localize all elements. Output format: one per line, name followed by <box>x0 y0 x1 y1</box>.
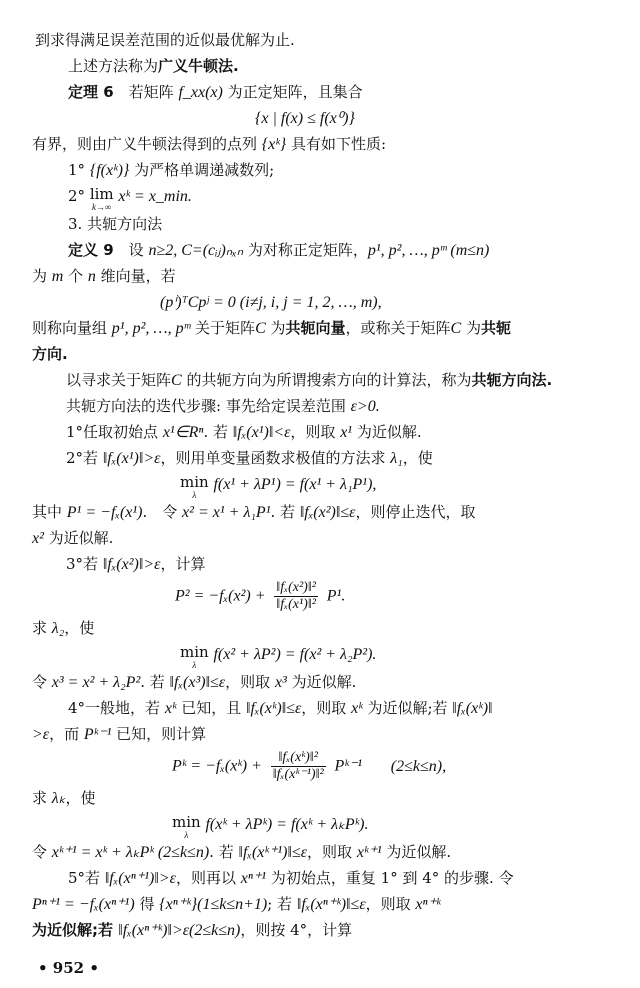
math-expression: p¹, p², …, pᵐ <box>111 320 191 337</box>
bold-term: 定义 9 <box>68 241 114 259</box>
math-expression: Pᵏ⁻¹ <box>83 726 112 743</box>
text-segment: ，则取 <box>365 895 416 913</box>
pk-fraction <box>271 750 326 783</box>
text-segment: ，则取 <box>307 843 357 861</box>
math-expression: x¹ <box>340 424 353 441</box>
text-segment: . 若 <box>140 673 170 691</box>
text-segment: . 若 <box>203 423 233 441</box>
math-expression: ‖fₓ(x²)‖≤ε <box>299 504 356 521</box>
text-segment: ，则用单变量函数求极值的方法求 <box>160 449 391 467</box>
text-line <box>32 724 206 745</box>
min-operator <box>172 814 201 840</box>
text-segment: 具有如下性质: <box>286 135 387 153</box>
math-expression: Pⁿ⁺¹ = −fₓ(xⁿ⁺¹) <box>32 896 135 913</box>
math-expression: ‖fₓ(xᵏ)‖ <box>452 700 493 717</box>
min-subscript: λ <box>192 660 197 670</box>
text-line <box>68 160 274 181</box>
text-line <box>32 894 441 915</box>
formula-pk <box>172 750 446 783</box>
lim-body: xᵏ = x_min. <box>118 188 192 205</box>
text-segment: 为近似解. <box>381 843 452 861</box>
text-segment: ，或称关于矩阵 <box>345 319 451 337</box>
math-expression: x² = x¹ + λ₁P¹ <box>182 504 271 521</box>
math-expression: xᵏ⁺¹ <box>356 844 382 861</box>
math-expression: xᵏ <box>351 700 363 717</box>
text-segment: 以寻求关于矩阵 <box>66 371 172 389</box>
math-expression: n <box>87 268 96 285</box>
text-line <box>32 344 68 364</box>
text-line <box>32 920 352 941</box>
math-expression: p¹, p², …, pᵐ (m≤n) <box>367 242 490 259</box>
bold-term: 为近似解;若 <box>32 921 119 939</box>
math-expression: λ₁ <box>390 450 403 467</box>
bold-term: 共轭向量 <box>285 319 346 337</box>
text-line <box>32 318 511 339</box>
min-label: min <box>180 643 209 661</box>
p2-lhs: P² = −fₓ(x²) + <box>175 587 266 605</box>
text-line <box>68 698 493 719</box>
math-expression: C <box>255 320 266 337</box>
formula-p2 <box>175 580 345 613</box>
pk-denominator: ‖fₓ(xᵏ⁻¹)‖² <box>272 767 324 782</box>
math-expression: C <box>450 320 462 337</box>
text-line <box>66 396 380 417</box>
text-line <box>68 868 514 889</box>
text-segment: 关于矩阵 <box>190 319 256 337</box>
text-segment: ，则再以 <box>175 869 241 887</box>
math-expression: {f(xᵏ)} <box>89 162 130 179</box>
text-segment: 若矩阵 <box>113 83 179 101</box>
math-expression: ‖fₓ(x¹)‖>ε <box>102 450 161 467</box>
text-segment: . 若 <box>209 843 239 861</box>
text-line <box>160 292 382 313</box>
min-label: min <box>172 813 201 831</box>
text-line <box>32 134 386 155</box>
text-segment: 4°一般地，若 <box>68 699 165 717</box>
math-expression: ε>0. <box>350 398 380 415</box>
bold-term: 共轭 <box>481 319 512 337</box>
text-segment: 的共轭方向为所谓搜索方向的计算法，称为 <box>181 371 472 389</box>
text-line <box>66 448 433 469</box>
text-line <box>32 618 94 639</box>
item-marker: 2° <box>68 187 90 205</box>
text-line <box>255 108 355 129</box>
math-expression: ‖fₓ(x¹)‖<ε <box>232 424 291 441</box>
math-expression: ‖fₓ(xⁿ⁺ᵏ)‖>ε(2≤k≤n) <box>118 922 241 939</box>
p2-fraction <box>274 580 318 613</box>
pk-lhs: Pᵏ = −fₓ(xᵏ) + <box>172 757 262 775</box>
text-line <box>32 842 451 863</box>
text-segment: ，使 <box>65 789 96 807</box>
math-expression: x² <box>32 530 44 547</box>
text-segment: 已知，则计算 <box>111 725 207 743</box>
min-subscript: λ <box>192 490 197 500</box>
text-segment: 为近似解;若 <box>362 699 453 717</box>
text-line <box>32 672 356 693</box>
text-segment: 为近似解. <box>286 673 357 691</box>
text-segment: 则称向量组 <box>32 319 112 337</box>
math-expression: ‖fₓ(xᵏ)‖≤ε <box>245 700 302 717</box>
math-expression: x¹∈Rⁿ <box>162 424 204 441</box>
text-segment: 到求得满足误差范围的近似最优解为止. <box>35 31 295 49</box>
text-segment: 为 <box>461 319 481 337</box>
math-expression: ‖fₓ(xⁿ⁺¹)‖>ε <box>104 870 176 887</box>
math-expression: {xⁿ⁺ᵏ}(1≤k≤n+1) <box>159 896 268 913</box>
math-expression: ‖fₓ(xᵏ⁺¹)‖≤ε <box>238 844 308 861</box>
text-line <box>32 502 475 523</box>
text-line <box>68 82 363 103</box>
text-line <box>32 528 113 549</box>
text-segment: 得 <box>134 895 160 913</box>
text-segment: 为初始点，重复 1° 到 4° 的步骤. 令 <box>266 869 514 887</box>
math-expression: ‖fₓ(x³)‖≤ε <box>169 674 226 691</box>
math-expression: m <box>51 268 64 285</box>
text-line <box>35 30 295 50</box>
text-segment: 维向量，若 <box>95 267 176 285</box>
text-line <box>68 56 239 76</box>
text-line <box>32 788 96 809</box>
text-segment: 为近似解. <box>43 529 114 547</box>
text-segment: 2°若 <box>66 449 103 467</box>
text-segment: 有界，则由广义牛顿法得到的点列 <box>32 135 262 153</box>
math-expression: ‖fₓ(xⁿ⁺ᵏ)‖≤ε <box>296 896 366 913</box>
text-segment: 为对称正定矩阵， <box>243 241 368 259</box>
page-number: • 952 • <box>38 959 99 977</box>
text-segment: 为 <box>32 267 52 285</box>
text-segment: ，则取 <box>225 673 275 691</box>
math-expression: xⁿ⁺¹ <box>240 870 267 887</box>
math-expression: xᵏ <box>164 700 177 717</box>
text-segment: 为近似解. <box>352 423 422 441</box>
text-line <box>32 266 176 287</box>
math-expression: xᵏ⁺¹ = xᵏ + λₖPᵏ (2≤k≤n) <box>51 844 210 861</box>
math-expression: ‖fₓ(x²)‖>ε <box>102 556 161 573</box>
min-subscript: λ <box>184 830 189 840</box>
text-segment: 1°任取初始点 <box>66 423 163 441</box>
text-segment: 令 <box>32 673 52 691</box>
math-expression: λₖ <box>51 790 66 807</box>
text-segment: ，则停止迭代，取 <box>355 503 476 521</box>
text-line <box>66 422 422 443</box>
p2-rhs: P¹. <box>326 587 346 605</box>
text-segment: 设 <box>113 241 149 259</box>
text-line <box>68 214 162 234</box>
math-expression: x³ = x² + λ₂P² <box>51 674 141 691</box>
math-expression: f_xx(x) <box>178 84 223 101</box>
formula-limit <box>68 186 192 212</box>
text-segment: ，则取 <box>301 699 352 717</box>
min-operator <box>180 474 209 500</box>
text-segment: 令 <box>32 843 52 861</box>
formula-min-2 <box>180 644 376 670</box>
min-body: f(x¹ + λP¹) = f(x¹ + λ₁P¹), <box>213 476 377 493</box>
text-segment: 求 <box>32 789 52 807</box>
min-operator <box>180 644 209 670</box>
text-segment: 求 <box>32 619 52 637</box>
text-line <box>68 240 489 261</box>
bold-term: 方向. <box>32 345 68 363</box>
pk-rhs: Pᵏ⁻¹ <box>334 757 362 775</box>
min-body: f(x² + λP²) = f(x² + λ₂P²). <box>213 646 377 663</box>
math-expression: {x | f(x) ≤ f(x⁰)} <box>255 110 355 127</box>
text-segment: 3. 共轭方向法 <box>68 215 163 233</box>
lim-operator <box>90 186 114 212</box>
text-segment: ，则按 4°，计算 <box>240 921 353 939</box>
text-segment: 为严格单调递减数列; <box>129 161 275 179</box>
text-line <box>66 554 205 575</box>
formula-min-1 <box>180 474 376 500</box>
text-segment: 共轭方向法的迭代步骤: 事先给定误差范围 <box>66 397 351 415</box>
text-segment: 上述方法称为 <box>68 57 159 75</box>
text-segment: 其中 <box>32 503 67 521</box>
text-segment: 3°若 <box>66 555 103 573</box>
p2-numerator: ‖fₓ(x²)‖² <box>276 580 316 595</box>
formula-min-k <box>172 814 368 840</box>
text-segment: ，而 <box>49 725 84 743</box>
text-segment: ，则取 <box>290 423 341 441</box>
pk-condition: (2≤k≤n), <box>390 757 447 775</box>
text-segment: 1° <box>68 161 90 179</box>
text-segment: 为 <box>265 319 286 337</box>
text-line <box>66 370 552 391</box>
math-expression: P¹ = −fₓ(x¹) <box>66 504 143 521</box>
pk-numerator: ‖fₓ(xᵏ)‖² <box>271 750 326 767</box>
math-expression: xⁿ⁺ᵏ <box>415 896 441 913</box>
p2-denominator: ‖fₓ(x¹)‖² <box>276 597 316 612</box>
math-expression: λ₂ <box>51 620 65 637</box>
text-segment: ，使 <box>64 619 95 637</box>
math-expression: (pⁱ)ᵀCpʲ = 0 (i≠j, i, j = 1, 2, …, m), <box>160 294 382 311</box>
math-expression: >ε <box>32 726 50 743</box>
bold-term: 广义牛顿法. <box>158 57 239 75</box>
min-body: f(xᵏ + λPᵏ) = f(xᵏ + λₖPᵏ). <box>205 816 369 833</box>
text-segment: . 令 <box>142 503 183 521</box>
text-segment: ; 若 <box>267 895 297 913</box>
text-segment: 5°若 <box>68 869 105 887</box>
text-segment: 个 <box>63 267 88 285</box>
text-segment: ，计算 <box>160 555 206 573</box>
math-expression: {xᵏ} <box>261 136 287 153</box>
lim-subscript: k→∞ <box>92 202 112 212</box>
lim-label: lim <box>89 185 114 203</box>
min-label: min <box>180 473 209 491</box>
bold-term: 共轭方向法. <box>471 371 553 389</box>
math-expression: n≥2, C=(cᵢⱼ)ₙₓₙ <box>148 242 244 259</box>
math-expression: x³ <box>274 674 287 691</box>
text-segment: . 若 <box>270 503 300 521</box>
text-segment: 已知，且 <box>176 699 246 717</box>
math-expression: C <box>171 372 182 389</box>
text-segment: ，使 <box>402 449 433 467</box>
bold-term: 定理 6 <box>68 83 114 101</box>
text-segment: 为正定矩阵，且集合 <box>222 83 363 101</box>
